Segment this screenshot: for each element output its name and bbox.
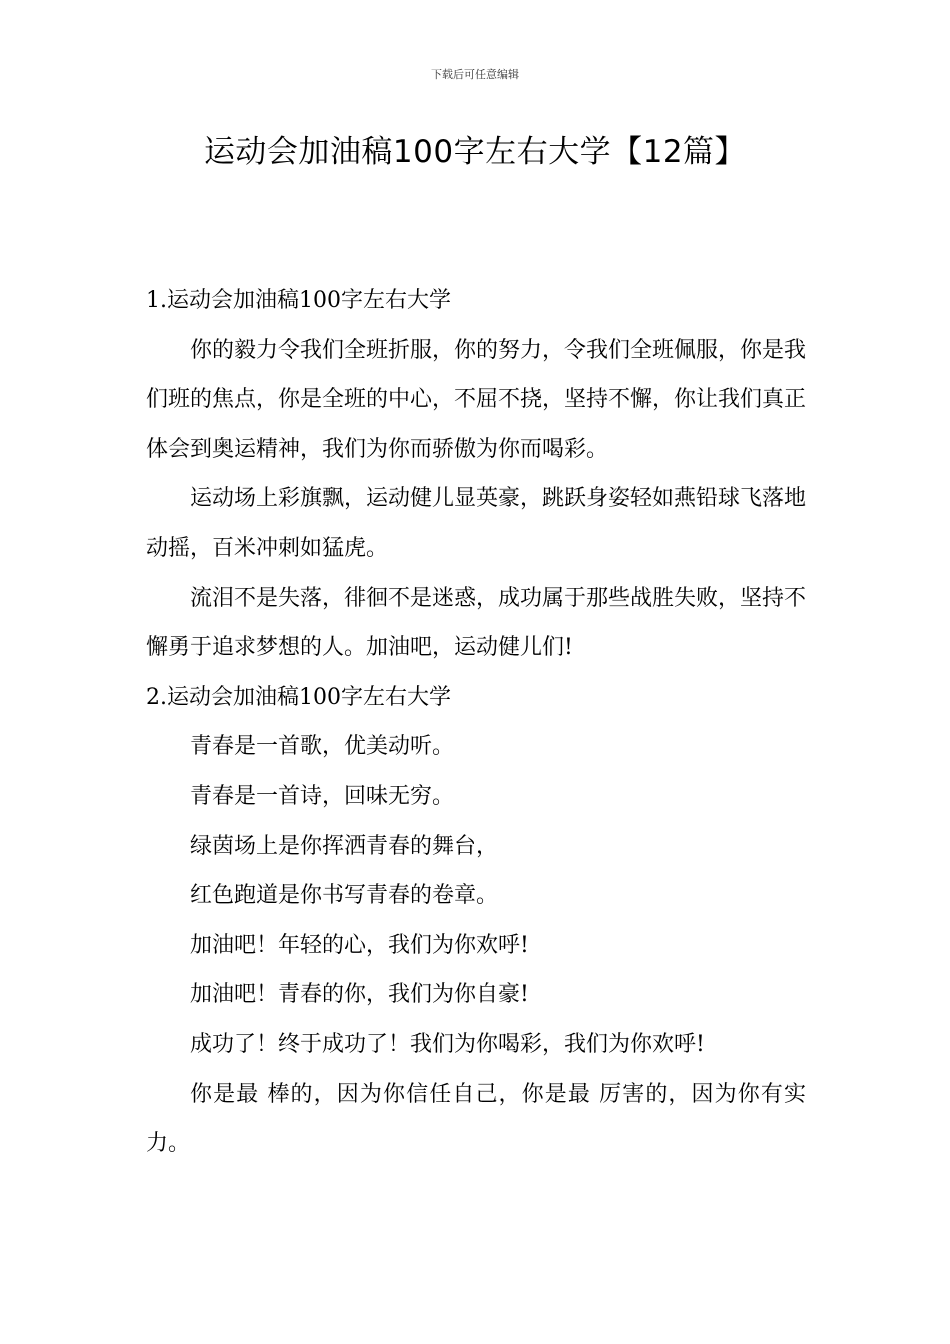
paragraph: 红色跑道是你书写青春的卷章。	[190, 883, 499, 909]
paragraph: 青春是一首歌，优美动听。	[190, 734, 455, 760]
paragraph: 加油吧！年轻的心，我们为你欢呼!	[190, 932, 529, 958]
document-title: 运动会加油稿100字左右大学【12篇】	[203, 134, 747, 170]
section-heading: 2.运动会加油稿100字左右大学	[146, 684, 451, 710]
header-note: 下载后可任意编辑	[431, 68, 519, 81]
paragraph: 青春是一首诗，回味无穷。	[190, 783, 455, 809]
paragraph: 流泪不是失落，徘徊不是迷惑，成功属于那些战胜失败，坚持不懈勇于追求梦想的人。加油吧，运动健儿们!	[146, 585, 807, 661]
paragraph: 你是最 棒的，因为你信任自己，你是最 厉害的，因为你有实力。	[146, 1081, 806, 1157]
section-heading: 1.运动会加油稿100字左右大学	[146, 288, 451, 313]
document-body	[146, 276, 806, 1169]
paragraph: 运动场上彩旗飘，运动健儿显英豪，跳跃身姿轻如燕铅球飞落地动摇，百米冲刺如猛虎。	[146, 486, 807, 561]
paragraph: 成功了！终于成功了！我们为你喝彩，我们为你欢呼!	[190, 1031, 705, 1057]
paragraph: 你的毅力令我们全班折服，你的努力，令我们全班佩服，你是我们班的焦点，你是全班的中心，不屈不挠，坚持不懈，你让我们真正体会到奥运精神，我们为你而骄傲为你而喝彩。	[146, 337, 807, 462]
paragraph: 加油吧！青春的你，我们为你自豪!	[190, 982, 529, 1008]
paragraph: 绿茵场上是你挥洒青春的舞台，	[190, 833, 499, 859]
